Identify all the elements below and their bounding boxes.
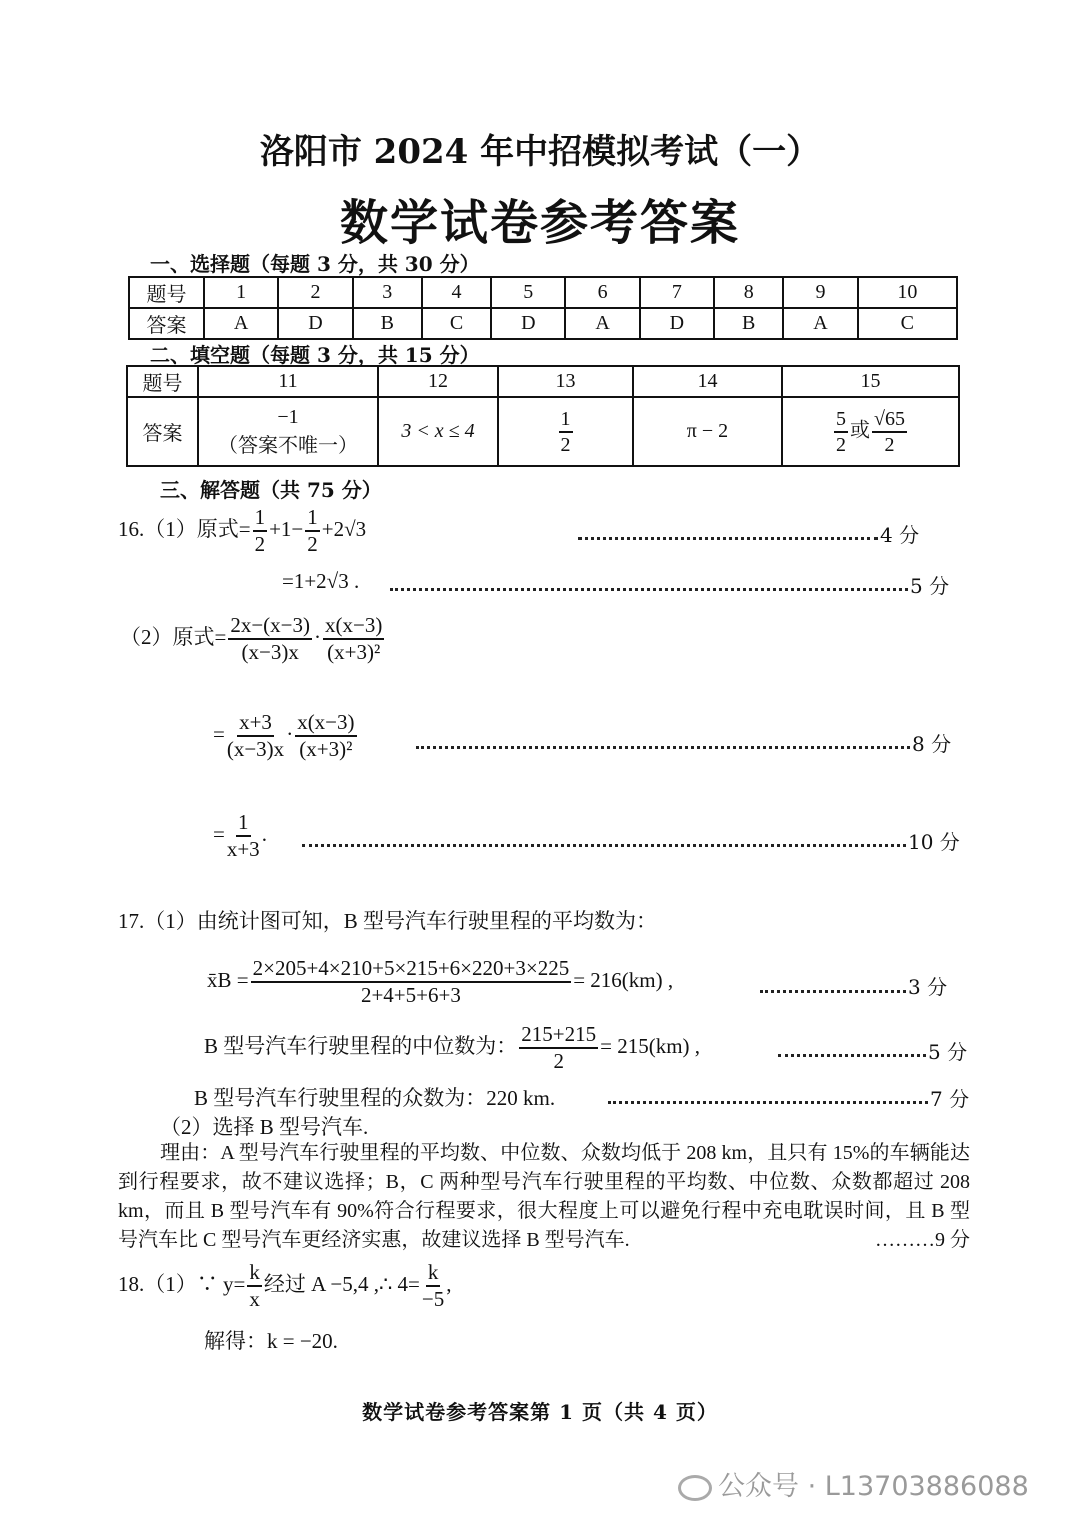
expr: = 216(km) , <box>573 968 674 992</box>
numerator: 1 <box>559 407 573 433</box>
question-number: 8 <box>714 277 783 308</box>
score: 5 分 <box>910 574 950 598</box>
question-number: 15 <box>782 366 959 397</box>
dot-leader <box>778 1054 926 1057</box>
q18-part1 <box>118 1260 452 1312</box>
denominator: (x−3)x <box>226 737 285 762</box>
q18-solution: 解得：k = −20. <box>204 1329 338 1353</box>
question-number: 11 <box>198 366 378 397</box>
numerator: 215+215 <box>519 1022 598 1049</box>
answer-15 <box>782 397 959 466</box>
denominator: −5 <box>421 1287 445 1312</box>
section1-heading: 一、选择题（每题 3 分，共 30 分） <box>150 252 480 276</box>
score: ………9 分 <box>875 1229 970 1251</box>
label: 16.（1）原式= <box>118 517 251 541</box>
q17-median <box>204 1022 700 1074</box>
denominator: (x−3)x <box>241 640 299 665</box>
label: （2）原式= <box>120 625 227 649</box>
answer-14: π − 2 <box>633 397 782 466</box>
wechat-icon <box>678 1475 712 1501</box>
q16-part2 <box>120 613 386 665</box>
score: 8 分 <box>912 732 952 756</box>
answer-cell: A <box>204 308 278 339</box>
or-text: 或 <box>850 419 870 442</box>
numerator: 5 <box>834 407 848 433</box>
watermark-text: 公众号 · L13703886088 <box>718 1471 1029 1502</box>
answer-cell: C <box>422 308 491 339</box>
numerator: 1 <box>236 810 251 837</box>
row-label: 题号 <box>129 277 204 308</box>
question-number: 4 <box>422 277 491 308</box>
q16-part1-result: =1+2√3 . <box>282 569 360 593</box>
dot-leader <box>302 844 906 847</box>
answer-note: （答案不唯一） <box>218 434 358 457</box>
denominator: 2 <box>553 1049 564 1074</box>
page-footer: 数学试卷参考答案第 1 页（共 4 页） <box>362 1400 718 1424</box>
row-label: 答案 <box>129 308 204 339</box>
fill-answer-table <box>126 365 960 467</box>
score: 7 分 <box>930 1087 970 1111</box>
dot-leader <box>608 1101 928 1104</box>
expr: · <box>314 625 322 649</box>
numerator: x(x−3) <box>323 613 384 640</box>
label: 18.（1）∵ y= <box>118 1272 246 1296</box>
answer-cell: A <box>783 308 857 339</box>
numerator: 2×205+4×210+5×215+6×220+3×225 <box>251 956 572 983</box>
expr: +1− <box>269 517 304 541</box>
denominator: 2 <box>560 433 571 456</box>
denominator: x <box>249 1287 260 1312</box>
expr: · <box>286 722 294 746</box>
q16-step2 <box>213 710 359 762</box>
dot-leader <box>578 537 878 540</box>
q17-mode: B 型号汽车行驶里程的众数为：220 km. <box>194 1086 556 1110</box>
dot-leader <box>760 990 906 993</box>
score: 5 分 <box>928 1040 968 1064</box>
expr: = <box>213 722 225 746</box>
dot-leader <box>416 746 910 749</box>
denominator: x+3 <box>226 837 260 862</box>
denominator: (x+3)² <box>327 640 381 665</box>
dot-leader <box>390 588 908 591</box>
answer-cell: D <box>640 308 714 339</box>
q17-mean <box>207 956 673 1008</box>
question-number: 3 <box>353 277 422 308</box>
question-number: 12 <box>378 366 498 397</box>
expr: = <box>213 822 225 846</box>
expr: x̄B = <box>207 968 249 992</box>
denominator: 2+4+5+6+3 <box>360 983 461 1008</box>
question-number: 2 <box>278 277 352 308</box>
denominator: (x+3)² <box>299 737 353 762</box>
document-title: 数学试卷参考答案 <box>339 195 740 251</box>
section2-heading: 二、填空题（每题 3 分，共 15 分） <box>150 343 480 367</box>
answer-cell: C <box>858 308 957 339</box>
choice-answer-table <box>128 276 958 340</box>
numerator: k <box>247 1260 262 1287</box>
watermark <box>678 1464 1029 1503</box>
expr: +2√3 <box>321 517 367 541</box>
answer-cell: B <box>714 308 783 339</box>
score: 10 分 <box>908 830 960 854</box>
denominator: 2 <box>836 433 846 456</box>
label: B 型号汽车行驶里程的中位数为： <box>204 1034 518 1058</box>
row-label: 题号 <box>127 366 198 397</box>
answer-12: 3 < x ≤ 4 <box>378 397 498 466</box>
q17-part2: （2）选择 B 型号汽车. <box>160 1115 369 1139</box>
question-number: 13 <box>498 366 633 397</box>
q17-reason <box>118 1139 970 1255</box>
answer-cell: D <box>278 308 352 339</box>
question-number: 7 <box>640 277 714 308</box>
row-label: 答案 <box>127 397 198 466</box>
answer-cell: D <box>491 308 565 339</box>
numerator: k <box>426 1260 441 1287</box>
numerator: √65 <box>872 407 907 433</box>
numerator: 1 <box>253 505 268 532</box>
numerator: 1 <box>305 505 320 532</box>
q16-part1 <box>118 505 366 557</box>
denominator: 2 <box>884 433 895 456</box>
question-number: 5 <box>491 277 565 308</box>
numerator: x(x−3) <box>295 710 356 737</box>
expr: . <box>261 822 267 846</box>
answer-value: −1 <box>277 405 299 428</box>
answer-cell: B <box>353 308 422 339</box>
question-number: 6 <box>565 277 639 308</box>
answer-13 <box>498 397 633 466</box>
denominator: 2 <box>254 532 266 557</box>
expr: = 215(km) , <box>600 1034 701 1058</box>
numerator: x+3 <box>237 710 274 737</box>
expr: , <box>446 1272 452 1296</box>
q16-result <box>213 810 267 862</box>
question-number: 14 <box>633 366 782 397</box>
answer-11 <box>198 397 378 466</box>
reason-text: 理由：A 型号汽车行驶里程的平均数、中位数、众数均低于 208 km，且只有 15%的车辆能达到行程要求，故不建议选择；B，C 两种型号汽车行驶里程的平均数、中位数、众数都超过 208 km，而且 B 型号汽车有 90%符合行程要求，很大程度上可以避免行程中充电耽误时间，且 B 型号汽车比 C 型号汽车更经济实惠，故建议选择 B 型号汽车. <box>118 1142 970 1251</box>
question-number: 1 <box>204 277 278 308</box>
answer-cell: A <box>565 308 639 339</box>
score: 3 分 <box>908 975 948 999</box>
question-number: 9 <box>783 277 857 308</box>
section3-heading: 三、解答题（共 75 分） <box>160 478 382 502</box>
score: 4 分 <box>880 523 920 547</box>
numerator: 2x−(x−3) <box>228 613 312 640</box>
exam-title: 洛阳市 2024 年中招模拟考试（一） <box>259 132 821 172</box>
question-number: 10 <box>858 277 957 308</box>
expr: 经过 A −5,4 ,∴ 4= <box>263 1272 420 1296</box>
denominator: 2 <box>307 532 318 557</box>
q17-intro: 17.（1）由统计图可知，B 型号汽车行驶里程的平均数为： <box>118 909 658 933</box>
